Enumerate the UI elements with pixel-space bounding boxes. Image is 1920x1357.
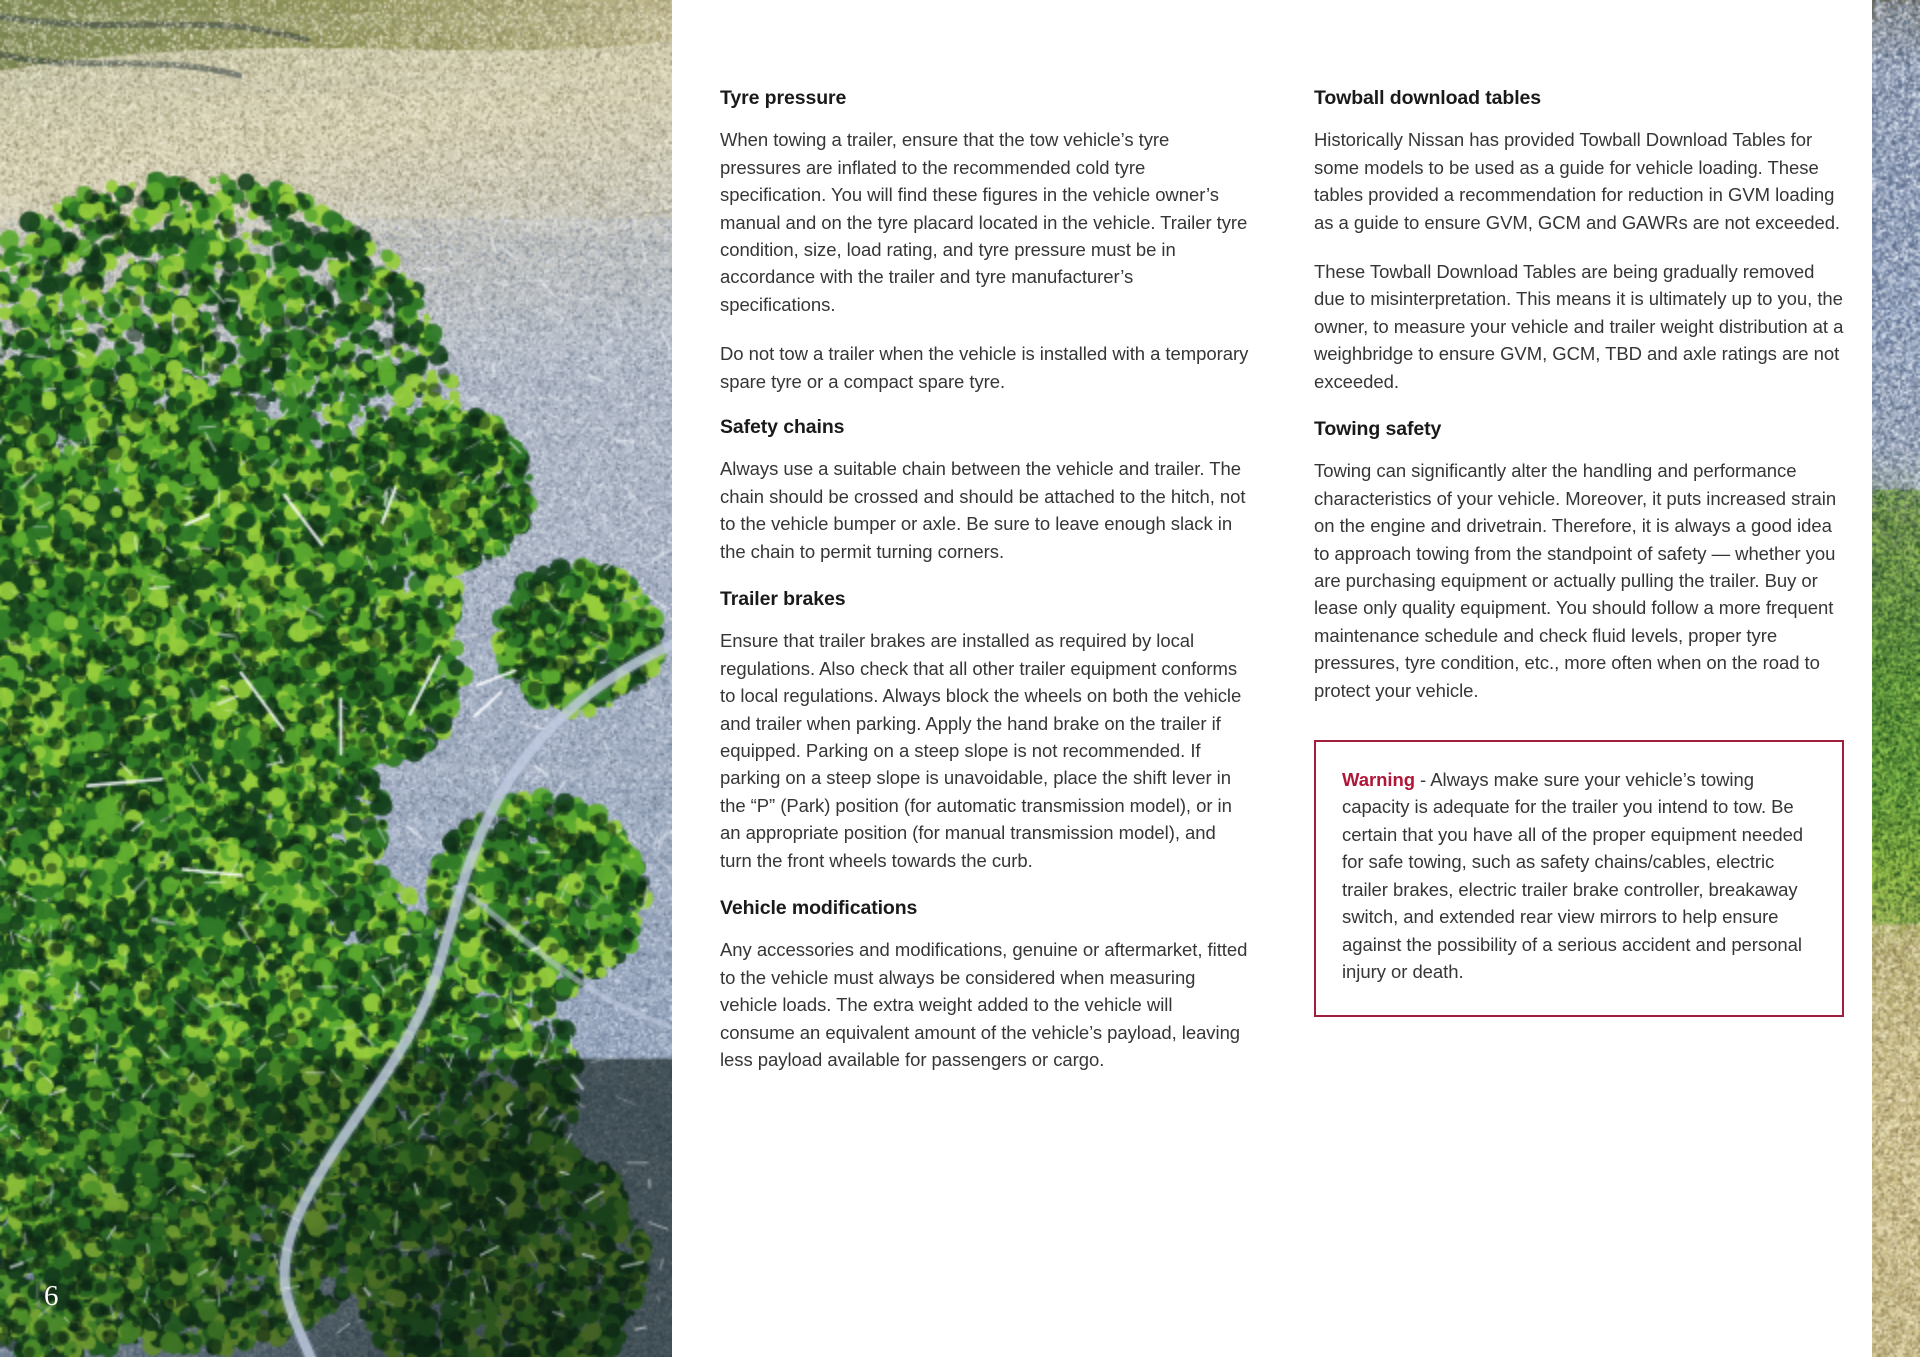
content-area [672, 0, 1920, 1357]
right-photo-strip [1872, 0, 1920, 1357]
aerial-forest-photo [0, 0, 672, 1357]
section-heading-trailer-brakes: Trailer brakes [720, 588, 846, 611]
paragraph-towing-safety-1: Towing can significantly alter the handling and performance characteristics of your vehicle. Moreover, it puts increased strain on the engine and drivetrain. Therefore, it is always a good idea to approach towing from the standpoint of safety — whether you are purchasing equipment or actually pulling the trailer. Buy or lease only quality equipment. You should follow a more frequent maintenance schedule and check fluid levels, proper tyre pressures, tyre condition, etc., more often when on the road to protect your vehicle. [1314, 460, 1837, 701]
paragraph-tyre-pressure-1: When towing a trailer, ensure that the tow vehicle’s tyre pressures are inflated to the recommended cold tyre specification. You will find these figures in the vehicle owner’s manual and on the tyre placard located in the vehicle. Trailer tyre condition, size, load rating, and tyre pressure must be in accordance with the trailer and tyre manufacturer’s specifications. [720, 129, 1248, 315]
paragraph-safety-chains-1: Always use a suitable chain between the vehicle and trailer. The chain should be crossed and should be attached to the hitch, not to the vehicle bumper or axle. Be sure to leave enough slack in the chain to permit turning corners. [720, 458, 1246, 562]
warning-text [1342, 766, 1816, 985]
page-number: 6 [44, 1280, 59, 1312]
warning-body: - Always make sure your vehicle’s towing capacity is adequate for the trailer you intend to tow. Be certain that you have all of the proper equipment needed for safe towing, such as safety chains/cables, electric trailer brakes, electric trailer brake controller, breakaway switch, and extended rear view mirrors to help ensure against the possibility of a serious accident and personal injury or death. [1342, 769, 1804, 982]
section-heading-towball-download-tables: Towball download tables [1314, 87, 1542, 109]
paragraph-towball-2: These Towball Download Tables are being gradually removed due to misinterpretation. This means it is ultimately up to you, the owner, to measure your vehicle and trailer weight distribution at a weighbridge to ensure GVM, GCM, TBD and axle ratings are not exceeded. [1314, 261, 1844, 392]
section-heading-vehicle-modifications: Vehicle modifications [720, 897, 918, 920]
right-strip-canvas [1872, 0, 1920, 1357]
left-text-column [720, 86, 1250, 1095]
section-heading-towing-safety: Towing safety [1314, 418, 1442, 441]
section-heading-tyre-pressure: Tyre pressure [720, 87, 847, 109]
section-heading-safety-chains: Safety chains [720, 416, 845, 439]
paragraph-tyre-pressure-2: Do not tow a trailer when the vehicle is installed with a temporary spare tyre or a compact spare tyre. [720, 343, 1249, 392]
right-text-column [1314, 86, 1844, 1095]
paragraph-trailer-brakes-1: Ensure that trailer brakes are installed as required by local regulations. Also check that all other trailer equipment conforms to local regulations. Always block the wheels on both the vehicle and trailer when parking. Apply the hand brake on the trailer if equipped. Parking on a steep slope is not recommended. If parking on a steep slope is unavoidable, place the shift lever in the “P” (Park) position (for automatic transmission model), or in an appropriate position (for manual transmission model), and turn the front wheels towards the curb. [720, 630, 1242, 871]
warning-callout-box [1314, 740, 1844, 1017]
paragraph-towball-1: Historically Nissan has provided Towball Download Tables for some models to be used as a guide for vehicle loading. These tables provided a recommendation for reduction in GVM loading as a guide to ensure GVM, GCM and GAWRs are not exceeded. [1314, 129, 1841, 233]
photo-canvas [0, 0, 672, 1357]
paragraph-vehicle-modifications-1: Any accessories and modifications, genuine or aftermarket, fitted to the vehicle must always be considered when measuring vehicle loads. The extra weight added to the vehicle will consume an equivalent amount of the vehicle’s payload, leaving less payload available for passengers or cargo. [720, 939, 1248, 1071]
text-columns [672, 86, 1920, 1095]
warning-label: Warning [1342, 769, 1415, 791]
